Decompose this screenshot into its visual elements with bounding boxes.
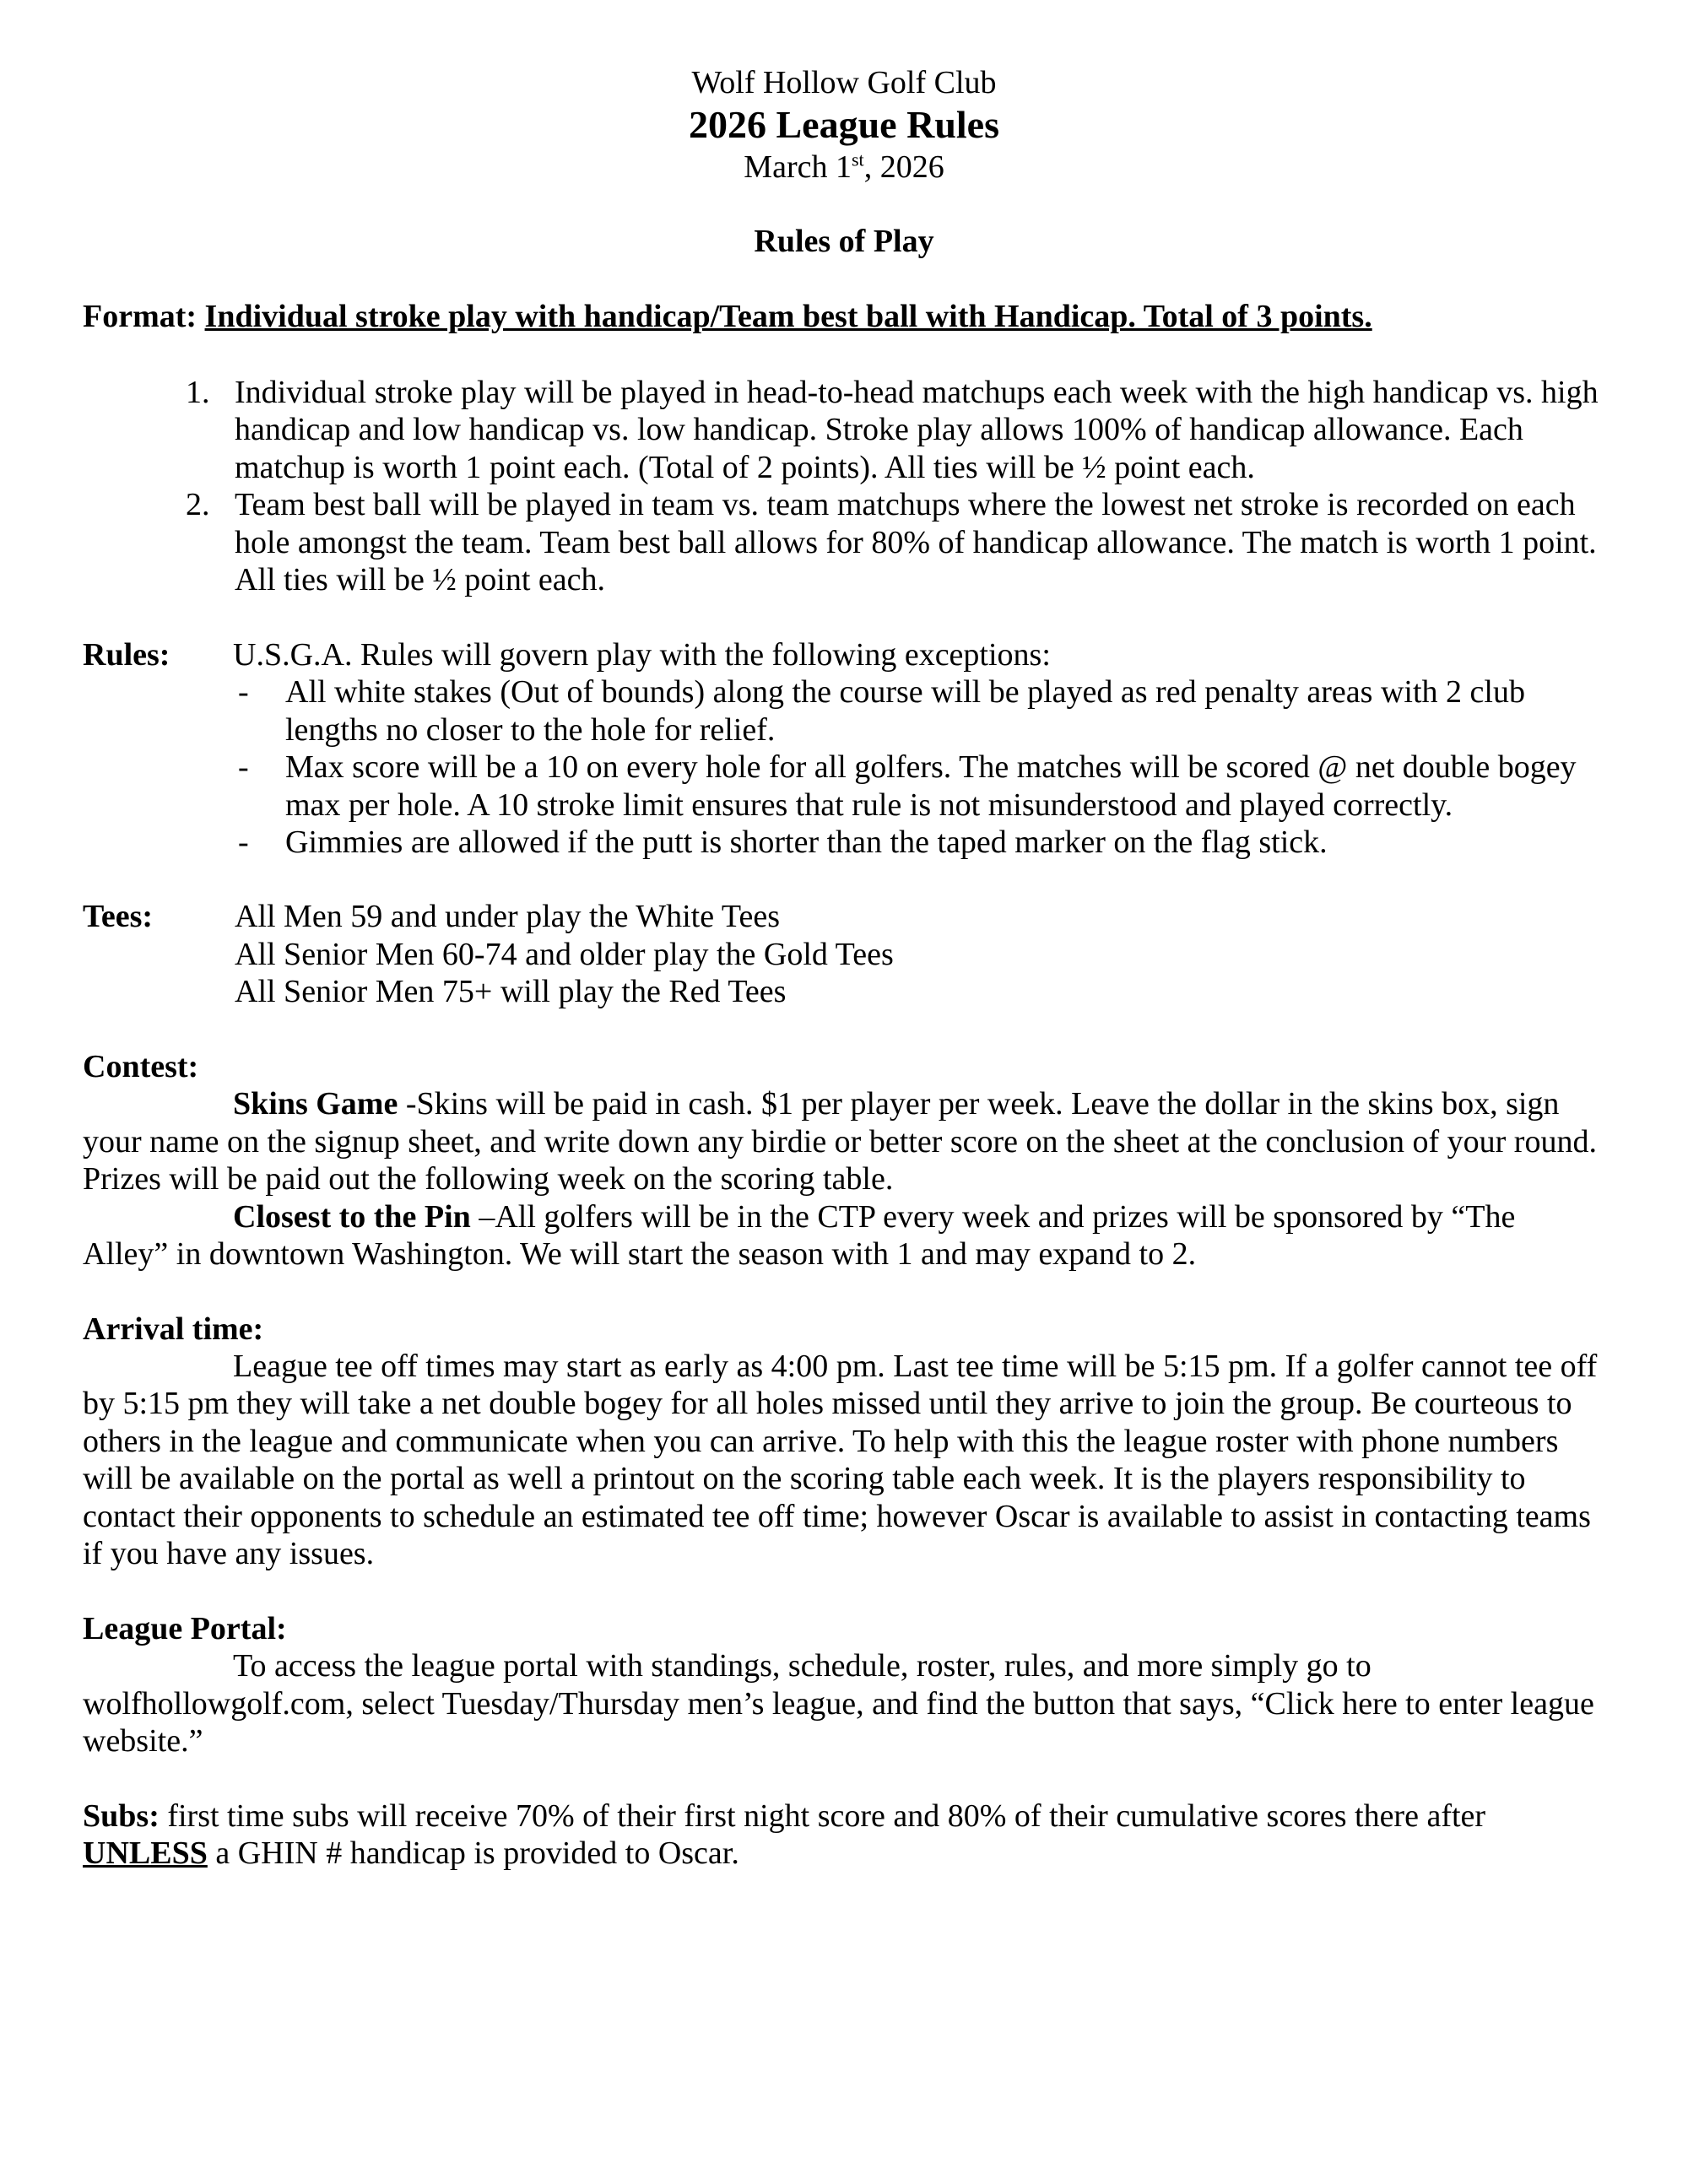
tees-section: [83, 898, 1605, 1010]
rules-label: Rules:: [83, 636, 170, 673]
contest-section: [83, 1048, 1605, 1273]
club-name: Wolf Hollow Golf Club: [691, 65, 997, 100]
list-item-individual-stroke-play: Individual stroke play will be played in head-to-head matchups each week with the high handicap vs. high handicap and low handicap vs. low handicap. Stroke play allows 100% of handicap allowance. Each matchup is worth 1 point each. (Total of 2 points). All ties will be ½ point each.: [235, 375, 1599, 485]
document-title: 2026 League Rules: [689, 103, 999, 147]
format-text: Individual stroke play with handicap/Team best ball with Handicap. Total of 3 points.: [204, 298, 1372, 334]
arrival-time-heading: Arrival time:: [83, 1311, 264, 1347]
subs-unless-emphasis: UNLESS: [83, 1835, 208, 1871]
document-header: [83, 64, 1605, 186]
league-portal-section: [83, 1610, 1605, 1760]
tees-label: Tees:: [83, 899, 154, 935]
closest-to-pin-label: Closest to the Pin: [233, 1198, 471, 1235]
format-label: Format:: [83, 298, 205, 334]
rule-bullet-max-score: - Max score will be a 10 on every hole for all golfers. The matches will be scored @ net double bogey max per hole. A 10 stroke limit ensures that rule is not misunderstood and played correctly.: [83, 749, 1605, 824]
rules-section: [83, 636, 1605, 862]
rule-bullet-gimmies: - Gimmies are allowed if the putt is shorter than the taped marker on the flag stick.: [83, 824, 1605, 861]
format-numbered-list: [83, 374, 1605, 599]
rules-exception-list: [83, 673, 1605, 861]
league-portal-heading: League Portal:: [83, 1610, 287, 1646]
document-date: [83, 149, 1605, 186]
tees-line-white: All Men 59 and under play the White Tees: [235, 899, 780, 935]
date-year: , 2026: [863, 149, 944, 185]
league-portal-paragraph: To access the league portal with standings, schedule, roster, rules, and more simply go to wolfhollowgolf.com, select Tuesday/Thursday men’s league, and find the button that says, “Click here to enter league website.”: [83, 1648, 1594, 1760]
skins-game-label: Skins Game: [233, 1086, 398, 1122]
rule-bullet-white-stakes: - All white stakes (Out of bounds) along the course will be played as red penalty areas with 2 club lengths no closer to the hole for relief.: [83, 673, 1605, 749]
subs-text-post: a GHIN # handicap is provided to Oscar.: [207, 1835, 739, 1871]
subs-text-pre: first time subs will receive 70% of their first night score and 80% of their cumulative scores there after: [159, 1797, 1486, 1834]
closest-to-pin-text: –All golfers will be in the CTP every week and prizes will be sponsored by “The Alley” in downtown Washington. We will start the season with 1 and may expand to 2.: [83, 1198, 1516, 1273]
skins-game-paragraph: [83, 1085, 1605, 1197]
subs-label: Subs:: [83, 1797, 160, 1834]
rules-of-play-heading: Rules of Play: [754, 224, 934, 260]
rules-intro-line: [83, 636, 1605, 673]
contest-heading: Contest:: [83, 1048, 199, 1084]
list-item-team-best-ball: Team best ball will be played in team vs. team matchups where the lowest net stroke is recorded on each hole amongst the team. Team best ball allows for 80% of handicap allowance. The match is worth 1 point. All ties will be ½ point each.: [235, 487, 1597, 598]
arrival-time-paragraph: League tee off times may start as early as 4:00 pm. Last tee time will be 5:15 pm. If a golfer cannot tee off by 5:15 pm they will take a net double bogey for all holes missed until they arrive to join the group. Be courteous to others in the league and communicate when you can arrive. To help with this the league roster with phone numbers will be available on the portal as well a printout on the scoring table each week. It is the players responsibility to contact their opponents to schedule an estimated tee off time; however Oscar is available to assist in contacting teams if you have any issues.: [83, 1348, 1598, 1572]
tees-line-gold: All Senior Men 60-74 and older play the Gold Tees: [235, 936, 894, 972]
format-line: [83, 298, 1605, 335]
tees-lines: [235, 898, 1605, 1010]
tees-line-red: All Senior Men 75+ will play the Red Tees: [235, 974, 787, 1010]
date-ordinal-suffix: st: [851, 148, 864, 170]
rules-intro-text: U.S.G.A. Rules will govern play with the following exceptions:: [233, 636, 1051, 673]
skins-game-text: -Skins will be paid in cash. $1 per player per week. Leave the dollar in the skins box, sign your name on the signup sheet, and write down any birdie or better score on the sheet at the conclusion of your round. Prizes will be paid out the following week on the scoring table.: [83, 1086, 1597, 1197]
date-day: March 1: [744, 149, 852, 185]
subs-paragraph: [83, 1797, 1605, 1873]
closest-to-pin-paragraph: [83, 1198, 1605, 1273]
arrival-time-section: [83, 1311, 1605, 1573]
